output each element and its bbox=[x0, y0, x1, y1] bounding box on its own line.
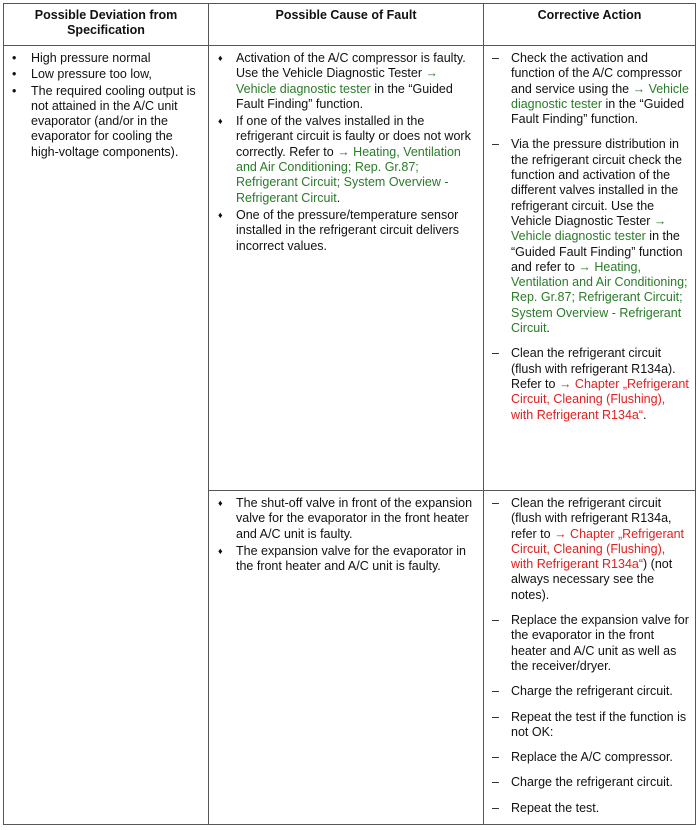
cause-cell bbox=[209, 46, 484, 491]
deviation-cell bbox=[4, 46, 209, 825]
list-item: – Clean the refrigerant circuit (flush with refrigerant R134a). Refer to → Chapter „Refrigerant Circuit, Cleaning (Flushing), with Refrigerant R134a“. bbox=[489, 346, 690, 422]
list-item: – Charge the refrigerant circuit. bbox=[489, 775, 690, 790]
table-row bbox=[4, 46, 696, 491]
fault-finding-table bbox=[3, 3, 696, 825]
list-item: – Check the activation and function of the A/C compressor and service using the → Vehicle diagnostic tester in the “Guided Fault Finding” function. bbox=[489, 51, 690, 127]
list-item: – Replace the A/C compressor. bbox=[489, 750, 690, 765]
cause-cell bbox=[209, 491, 484, 825]
table-header-row bbox=[4, 4, 696, 46]
list-item: ♦ One of the pressure/temperature sensor installed in the refrigerant circuit delivers incorrect values. bbox=[214, 208, 478, 254]
list-item: – Repeat the test. bbox=[489, 801, 690, 816]
list-item: ♦ The expansion valve for the evaporator in the front heater and A/C unit is faulty. bbox=[214, 544, 478, 575]
list-item: – Replace the expansion valve for the evaporator in the front heater and A/C unit as well as the receiver/dryer. bbox=[489, 613, 690, 674]
action-list bbox=[489, 496, 690, 816]
action-list bbox=[489, 51, 690, 423]
list-item: – Charge the refrigerant circuit. bbox=[489, 684, 690, 699]
list-item: ♦ Activation of the A/C compressor is faulty. Use the Vehicle Diagnostic Tester → Vehicle diagnostic tester in the “Guided Fault Finding” function. bbox=[214, 51, 478, 112]
refrigerant-circuit-overview-link[interactable]: → Heating, Ventilation and Air Conditioning; Rep. Gr.87; Refrigerant Circuit; System Overview - Refrigerant Circuit bbox=[236, 144, 461, 205]
action-cell bbox=[484, 46, 696, 491]
header-deviation: Possible Deviation from Specification bbox=[4, 4, 209, 46]
header-cause: Possible Cause of Fault bbox=[209, 4, 484, 46]
header-action: Corrective Action bbox=[484, 4, 696, 46]
refrigerant-flushing-chapter-link[interactable]: → Chapter „Refrigerant Circuit, Cleaning (Flushing), with Refrigerant R134a“ bbox=[511, 526, 684, 572]
list-item: – Via the pressure distribution in the refrigerant circuit check the function and activation of the different valves installed in the refrigerant circuit. Use the Vehicle Diagnostic Tester → Vehicle diagnostic tester in the “Guided Fault Finding” function and refer to → Heating, Ventilation and Air Conditioning; Rep. Gr.87; Refrigerant Circuit; System Overview - Refrigerant Circuit. bbox=[489, 137, 690, 336]
list-item: ♦ If one of the valves installed in the refrigerant circuit is faulty or does not work correctly. Refer to → Heating, Ventilation and Air Conditioning; Rep. Gr.87; Refrigerant Circuit; System Overview - Refrigerant Circuit. bbox=[214, 114, 478, 206]
vehicle-diagnostic-tester-link[interactable]: → Vehicle diagnostic tester bbox=[511, 213, 667, 244]
list-item: • Low pressure too low, bbox=[9, 67, 203, 82]
refrigerant-flushing-chapter-link[interactable]: → Chapter „Refrigerant Circuit, Cleaning (Flushing), with Refrigerant R134a“ bbox=[511, 376, 689, 422]
list-item: – Repeat the test if the function is not OK: bbox=[489, 710, 690, 741]
deviation-list bbox=[9, 51, 203, 160]
vehicle-diagnostic-tester-link[interactable]: → Vehicle diagnostic tester bbox=[511, 81, 689, 111]
action-cell bbox=[484, 491, 696, 825]
refrigerant-circuit-overview-link[interactable]: → Heating, Ventilation and Air Conditioning; Rep. Gr.87; Refrigerant Circuit; System Overview - Refrigerant Circuit bbox=[511, 259, 688, 336]
cause-list bbox=[214, 496, 478, 574]
list-item: • The required cooling output is not attained in the A/C unit evaporator (and/or in the evaporator for cooling the high-voltage components). bbox=[9, 84, 203, 160]
list-item: – Clean the refrigerant circuit (flush with refrigerant R134a, refer to → Chapter „Refrigerant Circuit, Cleaning (Flushing), with Refrigerant R134a“) (not always necessary see the notes). bbox=[489, 496, 690, 603]
list-item: ♦ The shut-off valve in front of the expansion valve for the evaporator in the front heater and A/C unit is faulty. bbox=[214, 496, 478, 542]
cause-list bbox=[214, 51, 478, 254]
list-item: • High pressure normal bbox=[9, 51, 203, 66]
vehicle-diagnostic-tester-link[interactable]: → Vehicle diagnostic tester bbox=[236, 66, 438, 96]
